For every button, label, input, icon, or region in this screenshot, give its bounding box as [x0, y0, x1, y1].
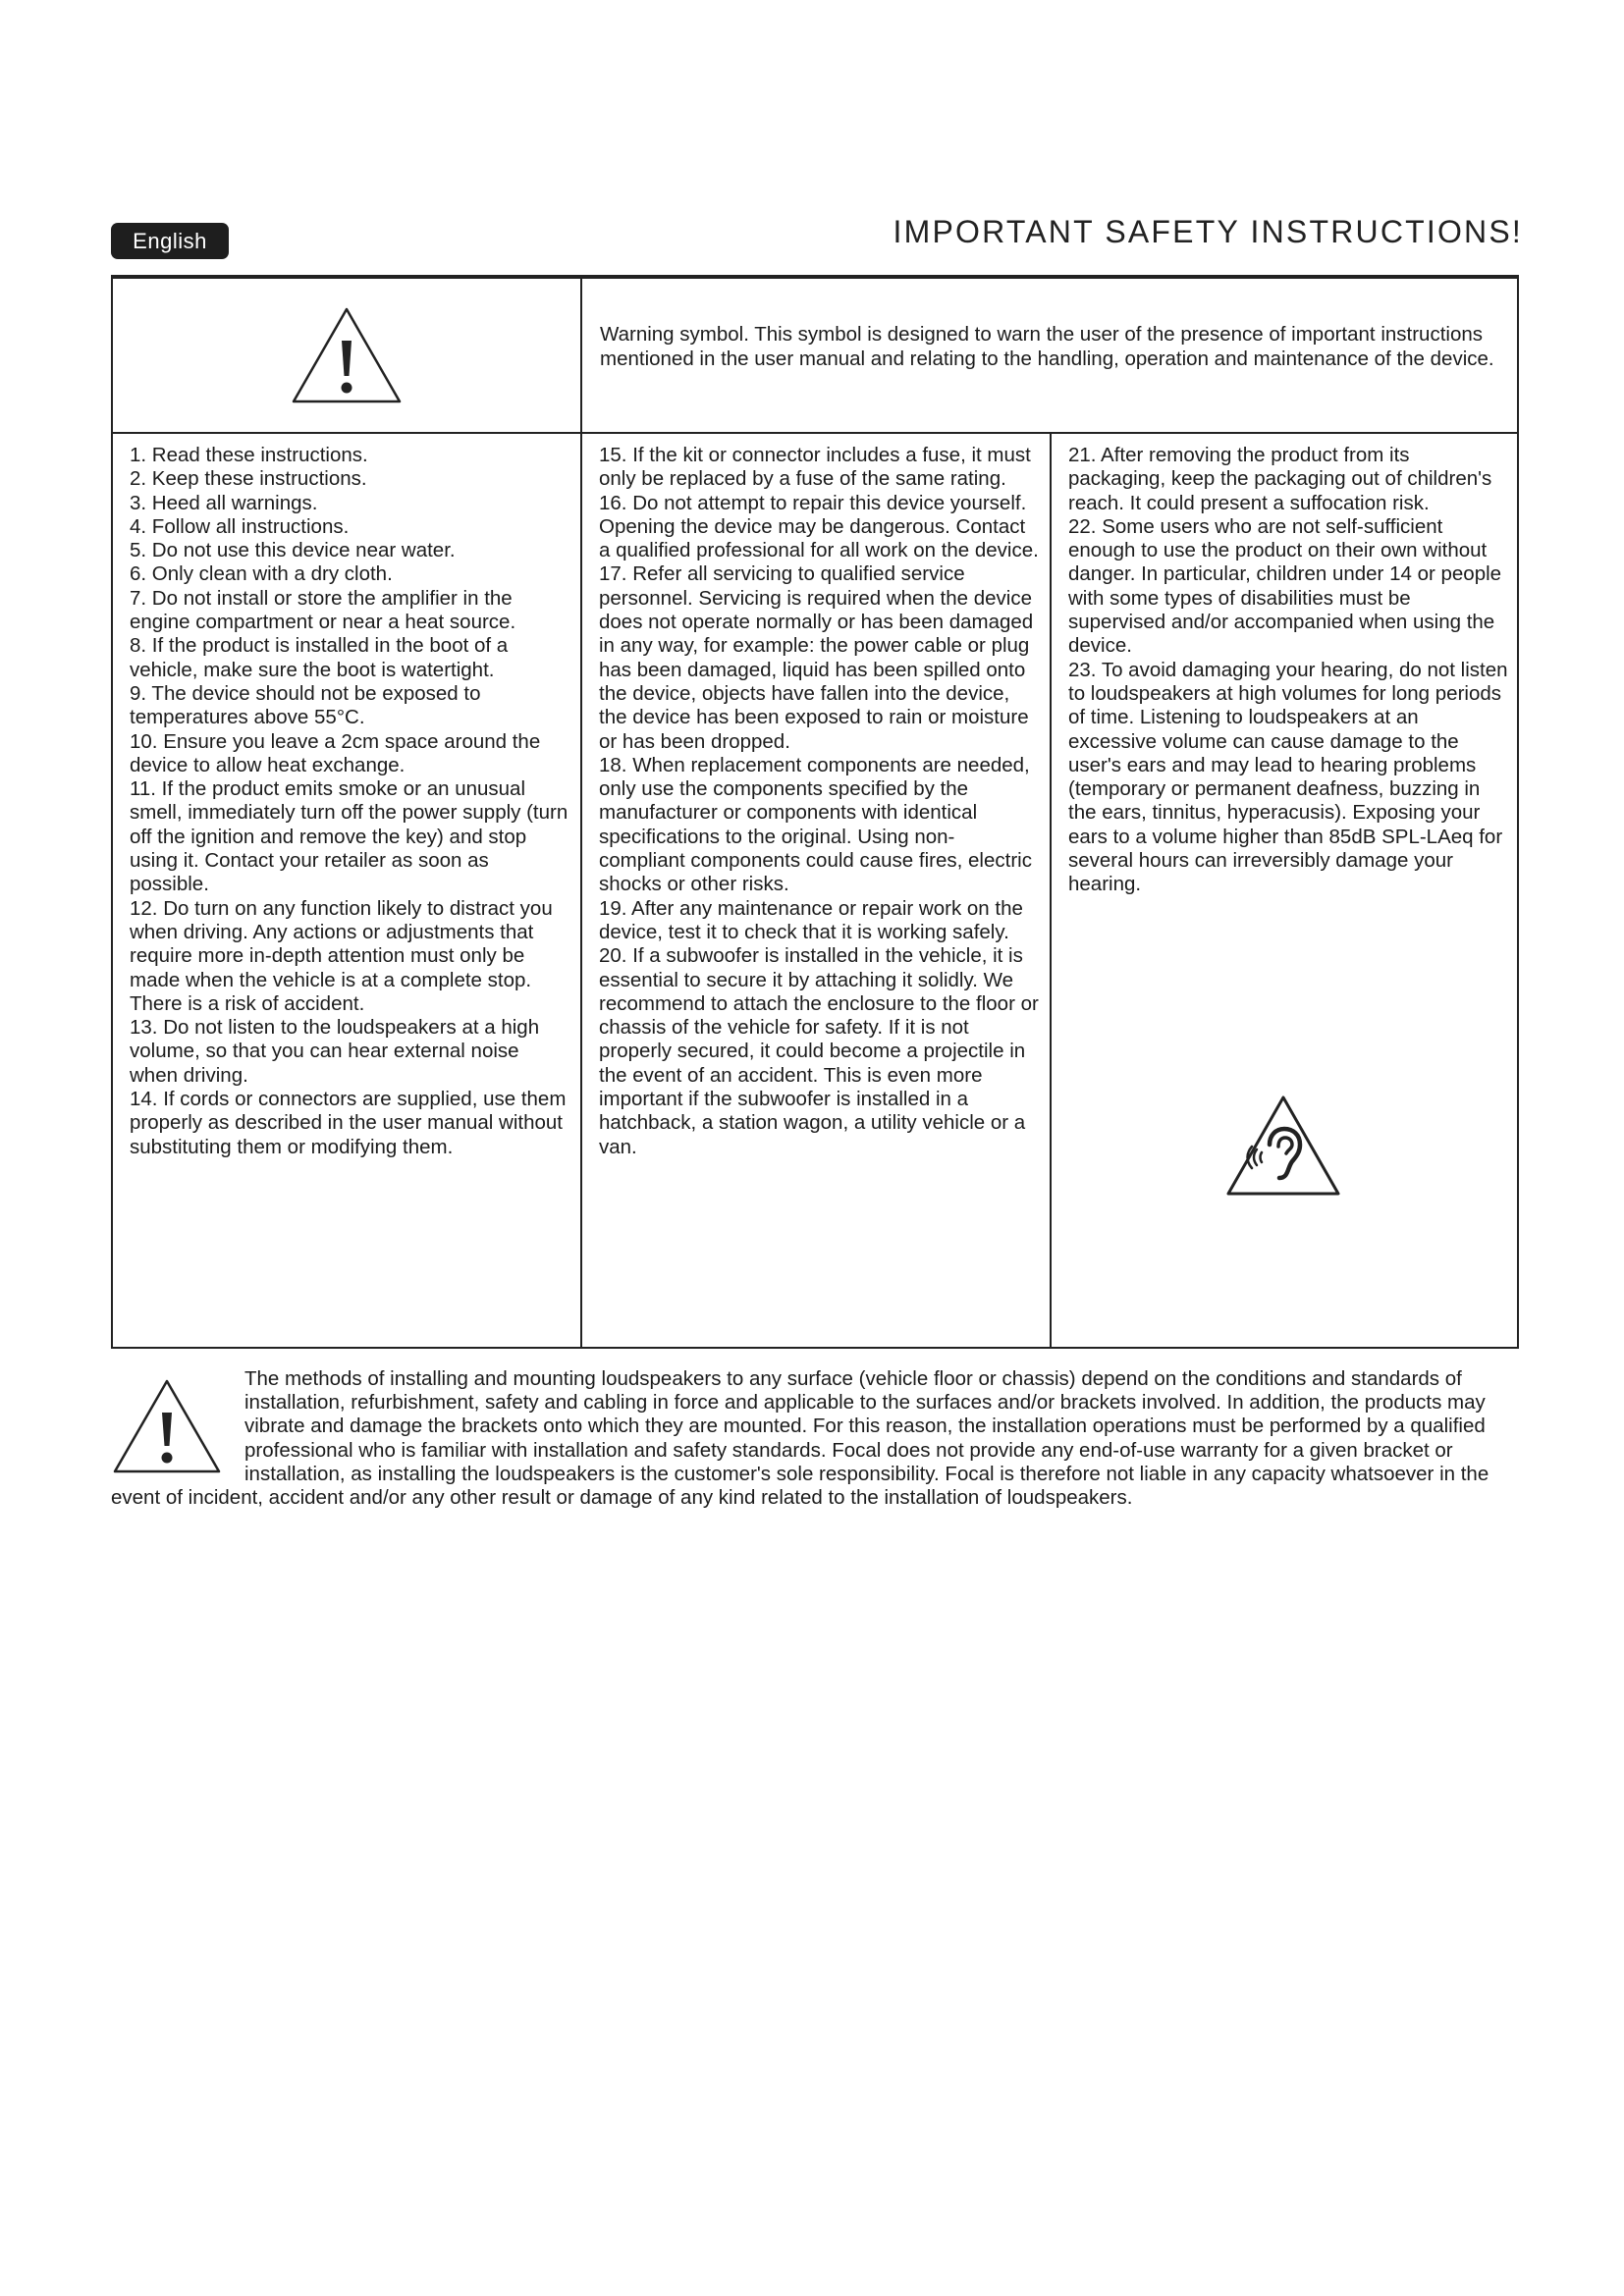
instruction-item: 11. If the product emits smoke or an unusual smell, immediately turn off the power supply (turn off the ignition and remove the key) and stop using it. Contact your retailer as soon as possible. [130, 777, 568, 896]
instruction-item: 8. If the product is installed in the boot of a vehicle, make sure the boot is watertight. [130, 634, 509, 681]
instruction-item: 23. To avoid damaging your hearing, do not listen to loudspeakers at high volumes for long periods of time. Listening to loudspeakers at an excessive volume can cause damage to the user's ears and may lead to hearing problems (temporary or permanent deafness, buzzing in the ears, tinnitus, hyperacusis). Exposing your ears to a volume higher than 85dB SPL-LAeq for several hours can irreversibly damage your hearing. [1068, 658, 1508, 896]
warning-triangle-icon [290, 305, 404, 405]
instruction-item: 12. Do turn on any function likely to distract you when driving. Any actions or adjustments that require more in-depth attention must only be made when the vehicle is at a complete stop. There is a risk of accident. [130, 896, 553, 1015]
instruction-item: 6. Only clean with a dry cloth. [130, 562, 393, 586]
page-title: IMPORTANT SAFETY INSTRUCTIONS! [893, 214, 1523, 249]
installation-notice-text: The methods of installing and mounting loudspeakers to any surface (vehicle floor or chassis) depend on the conditions and standards of installation, refurbishment, safety and cabling in force and applicable to the surfaces and/or brackets involved. In addition, the products may vibrate and damage the brackets onto which they are mounted. For this reason, the installation operations must be performed by a qualified professional who is familiar with installation and safety standards. Focal does not provide any end-of-use warranty for a given bracket or installation, as installing the loudspeakers is the customer's sole responsibility. Focal is therefore not liable in any capacity whatsoever in the event of incident, accident and/or any other result or damage of any kind related to the installation of loudspeakers. [111, 1367, 1489, 1510]
hearing-warning-icon [1224, 1094, 1342, 1198]
instruction-item: 2. Keep these instructions. [130, 467, 367, 491]
instruction-item: 10. Ensure you leave a 2cm space around the device to allow heat exchange. [130, 729, 541, 776]
instruction-item: 3. Heed all warnings. [130, 491, 318, 514]
instruction-item: 15. If the kit or connector includes a fuse, it must only be replaced by a fuse of the same rating. [599, 444, 1031, 491]
instruction-item: 16. Do not attempt to repair this device yourself. Opening the device may be dangerous. Contact a qualified professional for all work on the device. [599, 491, 1039, 562]
instructions-column-2 [599, 444, 1041, 1159]
instruction-item: 1. Read these instructions. [130, 444, 368, 466]
instruction-item: 9. The device should not be exposed to temperatures above 55°C. [130, 681, 481, 729]
column-divider [580, 279, 582, 1347]
instructions-column-1 [130, 444, 571, 1159]
instruction-item: 17. Refer all servicing to qualified service personnel. Servicing is required when the device does not operate normally or has been damaged in any way, for example: the power cable or plug has been damaged, liquid has been spilled onto the device, objects have fallen into the device, the device has been exposed to rain or moisture or has been dropped. [599, 562, 1034, 753]
instruction-item: 18. When replacement components are needed, only use the components specified by the manufacturer or components with identical specifications to the original. Using non-compliant components could cause fires, electric shocks or other risks. [599, 753, 1032, 896]
warning-symbol-cell [113, 279, 580, 432]
installation-notice [111, 1367, 1525, 1510]
safety-instructions-table [111, 275, 1519, 1349]
notice-icon-wrapper [111, 1367, 223, 1479]
instruction-item: 19. After any maintenance or repair work on the device, test it to check that it is working safely. [599, 896, 1023, 943]
instructions-column-3 [1068, 444, 1510, 897]
instruction-item: 5. Do not use this device near water. [130, 539, 456, 562]
column-divider [1050, 434, 1052, 1347]
instruction-item: 21. After removing the product from its packaging, keep the packaging out of children's reach. It could present a suffocation risk. [1068, 444, 1492, 514]
warning-symbol-description: Warning symbol. This symbol is designed to warn the user of the presence of important instructions mentioned in the user manual and relating to the handling, operation and maintenance of the device. [600, 323, 1494, 370]
row-divider [113, 432, 1517, 434]
instruction-item: 14. If cords or connectors are supplied, use them properly as described in the user manual without substituting them or modifying them. [130, 1088, 567, 1158]
instruction-item: 4. Follow all instructions. [130, 514, 350, 538]
warning-triangle-icon [111, 1377, 223, 1475]
instruction-item: 22. Some users who are not self-sufficient enough to use the product on their own without danger. In particular, children under 14 or people with some types of disabilities must be supervised and/or accompanied when using the device. [1068, 514, 1502, 658]
instruction-item: 20. If a subwoofer is installed in the vehicle, it is essential to secure it by attaching it solidly. We recommend to attach the enclosure to the floor or chassis of the vehicle for safety. If it is not properly secured, it could become a projectile in the event of an accident. This is even more important if the subwoofer is installed in a hatchback, a station wagon, a utility vehicle or a van. [599, 944, 1039, 1158]
hearing-warning-symbol [1224, 1094, 1342, 1198]
instruction-item: 13. Do not listen to the loudspeakers at a high volume, so that you can hear external noise when driving. [130, 1016, 540, 1087]
instruction-item: 7. Do not install or store the amplifier in the engine compartment or near a heat source. [130, 586, 516, 634]
language-badge: English [111, 223, 229, 259]
